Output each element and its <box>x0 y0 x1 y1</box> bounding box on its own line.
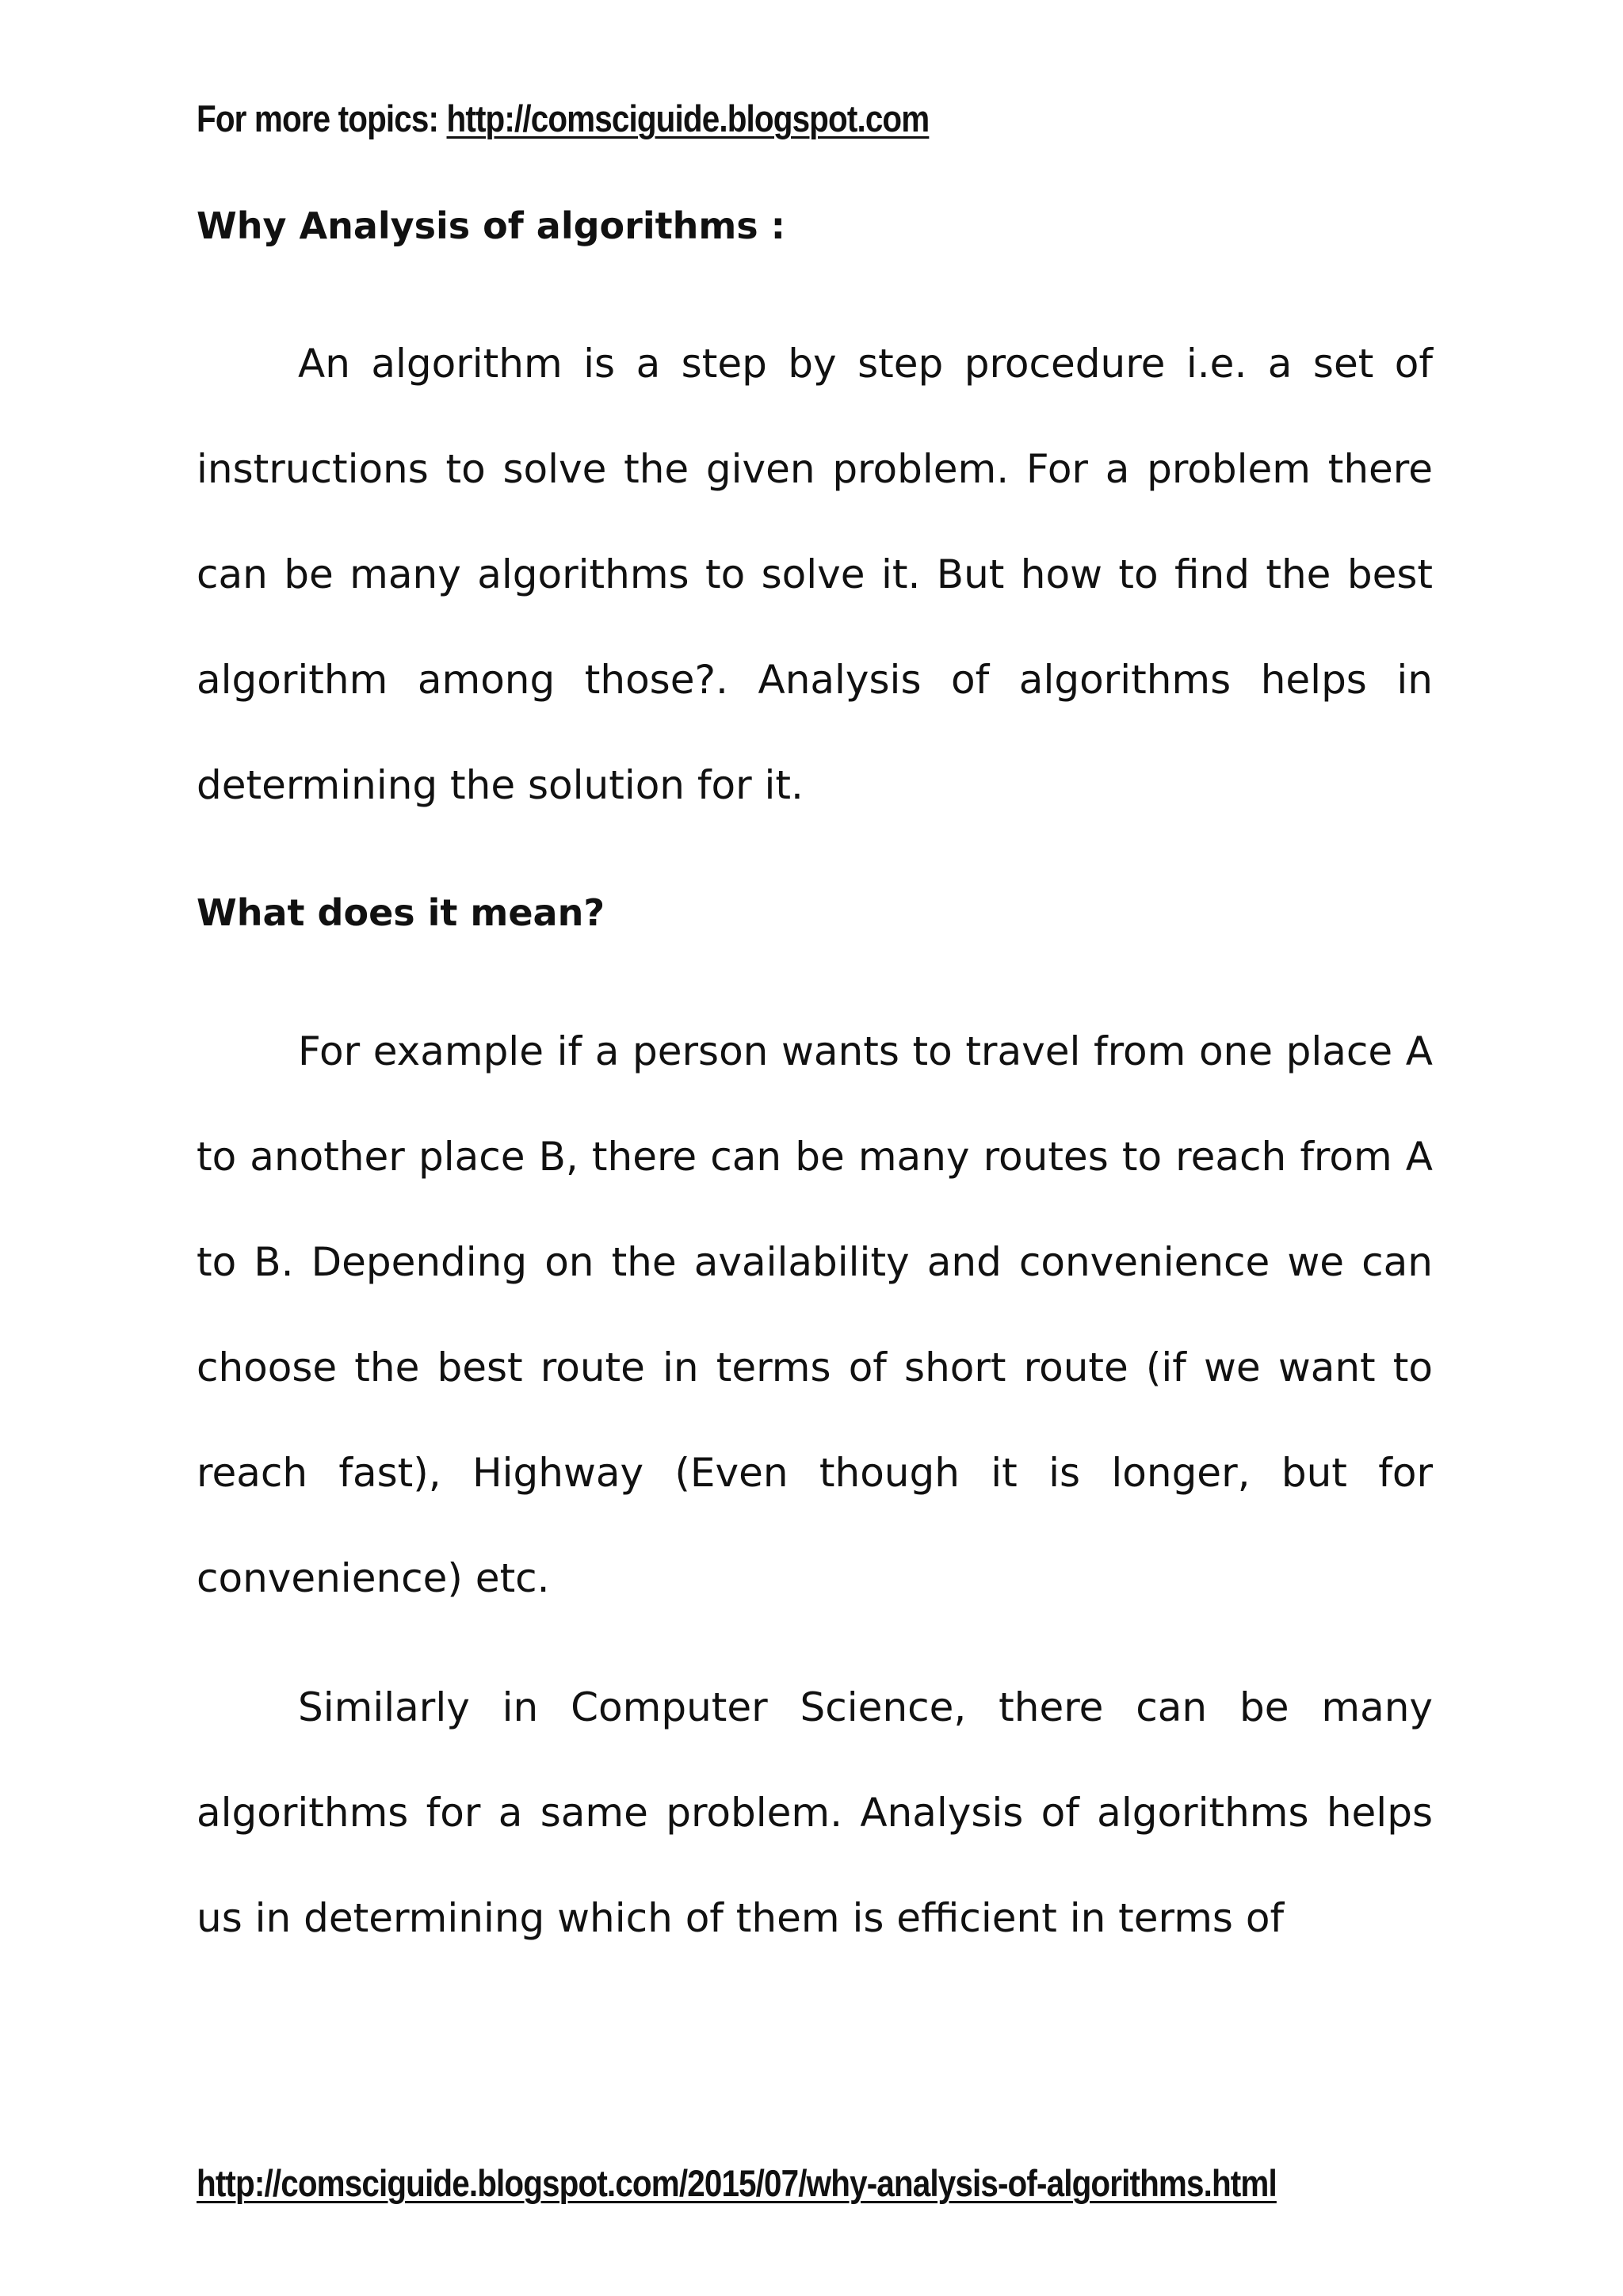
paragraph-computer-science: Similarly in Computer Science, there can be many algorithms for a same problem. Analysis of algorithms helps us in determining which of them is efficient in terms of <box>197 1684 1433 1941</box>
page-footer <box>197 2161 1277 2205</box>
section-heading-why-analysis: Why Analysis of algorithms : <box>197 204 786 247</box>
header-link[interactable]: http://comsciguide.blogspot.com <box>446 97 930 139</box>
header-label: For more topics: <box>197 97 447 139</box>
section-heading-what-does-it-mean: What does it mean? <box>197 891 605 934</box>
page-header <box>197 97 929 140</box>
paragraph-algorithm-definition: An algorithm is a step by step procedure i.e. a set of instructions to solve the given problem. For a problem there can be many algorithms to solve it. But how to find the best algorithm among those?. Analysis of algorithms helps in determining the solution for it. <box>197 341 1433 808</box>
footer-link[interactable]: http://comsciguide.blogspot.com/2015/07/why-analysis-of-algorithms.html <box>197 2162 1277 2204</box>
paragraph-travel-example: For example if a person wants to travel from one place A to another place B, there can be many routes to reach from A to B. Depending on the availability and convenience we can choose the best route in terms of short route (if we want to reach fast), Highway (Even though it is longer, but for convenience) etc. <box>197 1028 1433 1601</box>
